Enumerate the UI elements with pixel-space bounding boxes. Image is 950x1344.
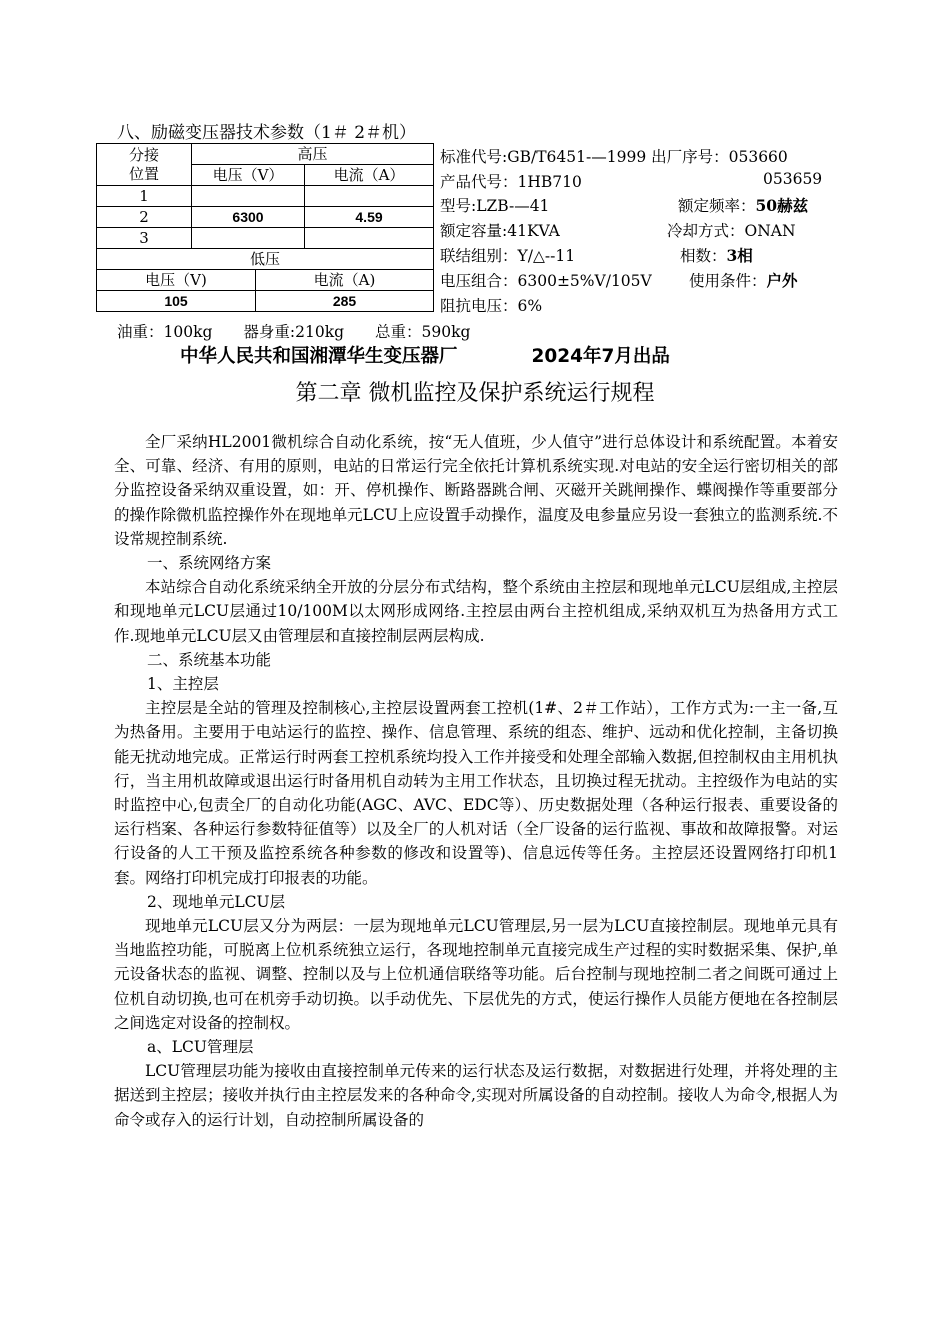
hv-current-header: 电流（A） bbox=[305, 165, 434, 186]
spec-impedance: 阻抗电压：6% bbox=[440, 297, 543, 315]
section-heading: a、LCU管理层 bbox=[147, 1038, 254, 1057]
current-cell bbox=[305, 186, 434, 207]
transformer-spec-table bbox=[96, 143, 434, 312]
spec-capacity: 额定容量:41KVA bbox=[440, 222, 560, 240]
current-cell: 4.59 bbox=[305, 207, 434, 228]
paragraph: 全厂采纳HL2001微机综合自动化系统，按“无人值班，少人值守”进行总体设计和系统配置。本着安全、可靠、经济、有用的原则，电站的日常运行完全依托计算机系统实现.对电站的安全运行密切相关的部分监控设备采纳双重设置，如：开、停机操作、断路器跳合闸、灭磁开关跳闸操作、蝶阀操作等重要部分的操作除微机监控操作外在现地单元LCU上应设置手动操作，温度及电参量应另设一套独立的监测系统.不设常规控制系统. bbox=[114, 433, 838, 548]
factory-line: 中华人民共和国湘潭华生变压器厂 2024年7月出品 bbox=[180, 346, 670, 367]
spec-use-condition: 使用条件：户外 bbox=[689, 271, 798, 290]
tap-cell: 1 bbox=[97, 186, 192, 207]
section-title: 八、励磁变压器技术参数（1＃ 2＃机） bbox=[117, 123, 417, 143]
paragraph: 本站综合自动化系统采纳全开放的分层分布式结构，整个系统由主控层和现地单元LCU层组成,主控层和现地单元LCU层通过10/100M以太网形成网络.主控层由两台主控机组成,采纳双机互为热备用方式工作.现地单元LCU层又由管理层和直接控制层两层构成. bbox=[114, 578, 838, 645]
tap-position-header: 分接 位置 bbox=[97, 144, 192, 186]
spec-model: 型号:LZB-—41 bbox=[440, 197, 550, 215]
table-row bbox=[97, 207, 434, 228]
body-text bbox=[114, 430, 838, 1132]
paragraph: LCU管理层功能为接收由直接控制单元传来的运行状态及运行数据，对数据进行处理，并将处理的主据送到主控层；接收并执行由主控层发来的各种命令,实现对所属设备的自动控制。接收人为命令,根据人为命令或存入的运行计划，自动控制所属设备的 bbox=[114, 1062, 838, 1129]
low-voltage-header: 低压 bbox=[97, 249, 434, 270]
table-row bbox=[97, 228, 434, 249]
lv-current-header: 电流（A) bbox=[256, 270, 434, 291]
lv-voltage-header: 电压（V) bbox=[97, 270, 256, 291]
spec-voltage-combo: 电压组合：6300±5%V/105V bbox=[440, 272, 652, 290]
voltage-cell bbox=[192, 228, 305, 249]
chapter-title: 第二章 微机监控及保护系统运行规程 bbox=[295, 381, 655, 406]
current-cell bbox=[305, 228, 434, 249]
section-heading: 二、系统基本功能 bbox=[147, 650, 272, 669]
paragraph: 主控层是全站的管理及控制核心,主控层设置两套工控机(1#、2＃工作站），工作方式为:一主一备,互为热备用。主要用于电站运行的监控、操作、信息管理、系统的组态、维护、远动和优化控制，主备切换能无扰动地完成。正常运行时两套工控机系统均投入工作并接受和处理全部输入数据,但控制权由主用机执行，当主用机故障或退出运行时备用机自动转为主用工作状态，且切换过程无扰动。主控级作为电站的实时监控中心,包责全厂的自动化功能(AGC、AVC、EDC等）、历史数据处理（各种运行报表、重要设备的运行档案、各种运行参数特征值等）以及全厂的人机对话（全厂设备的运行监视、事故和故障报警。对运行设备的人工干预及监控系统各种参数的修改和设置等)、信息远传等任务。主控层还设置网络打印机1套。网络打印机完成打印报表的功能。 bbox=[114, 699, 838, 887]
paragraph: 现地单元LCU层又分为两层：一层为现地单元LCU管理层,另一层为LCU直接控制层。现地单元具有当地监控功能，可脱离上位机系统独立运行，各现地控制单元直接完成生产过程的实时数据采集、保护,单元设备状态的监视、调整、控制以及与上位机通信联络等功能。后台控制与现地控制二者之间既可通过上位机自动切换,也可在机旁手动切换。以手动优先、下层优先的方式，使运行操作人员能方便地在各控制层之间选定对设备的控制权。 bbox=[114, 917, 838, 1032]
table-row bbox=[97, 186, 434, 207]
voltage-cell bbox=[192, 186, 305, 207]
spec-phases: 相数：3相 bbox=[680, 246, 753, 265]
voltage-cell: 6300 bbox=[192, 207, 305, 228]
tap-cell: 3 bbox=[97, 228, 192, 249]
section-heading: 一、系统网络方案 bbox=[147, 554, 272, 573]
lv-current-value: 285 bbox=[256, 291, 434, 312]
spec-cooling: 冷却方式：ONAN bbox=[667, 222, 796, 240]
high-voltage-header: 高压 bbox=[192, 144, 434, 165]
tap-cell: 2 bbox=[97, 207, 192, 228]
spec-frequency: 额定频率：50赫兹 bbox=[678, 196, 809, 215]
spec-standard-code: 标准代号:GB/T6451-—1999 出厂序号：053660 bbox=[440, 148, 788, 166]
lv-voltage-value: 105 bbox=[97, 291, 256, 312]
weights-line: 油重：100kg 器身重:210kg 总重：590kg bbox=[117, 323, 471, 341]
section-heading: 2、现地单元LCU层 bbox=[147, 892, 286, 911]
spec-vector-group: 联结组别：Y/△--11 bbox=[440, 247, 576, 265]
section-heading: 1、主控层 bbox=[147, 675, 219, 694]
spec-product-code: 产品代号：1HB710 bbox=[440, 173, 582, 191]
hv-voltage-header: 电压（V） bbox=[192, 165, 305, 186]
spec-serial-2: 053659 bbox=[763, 170, 823, 188]
